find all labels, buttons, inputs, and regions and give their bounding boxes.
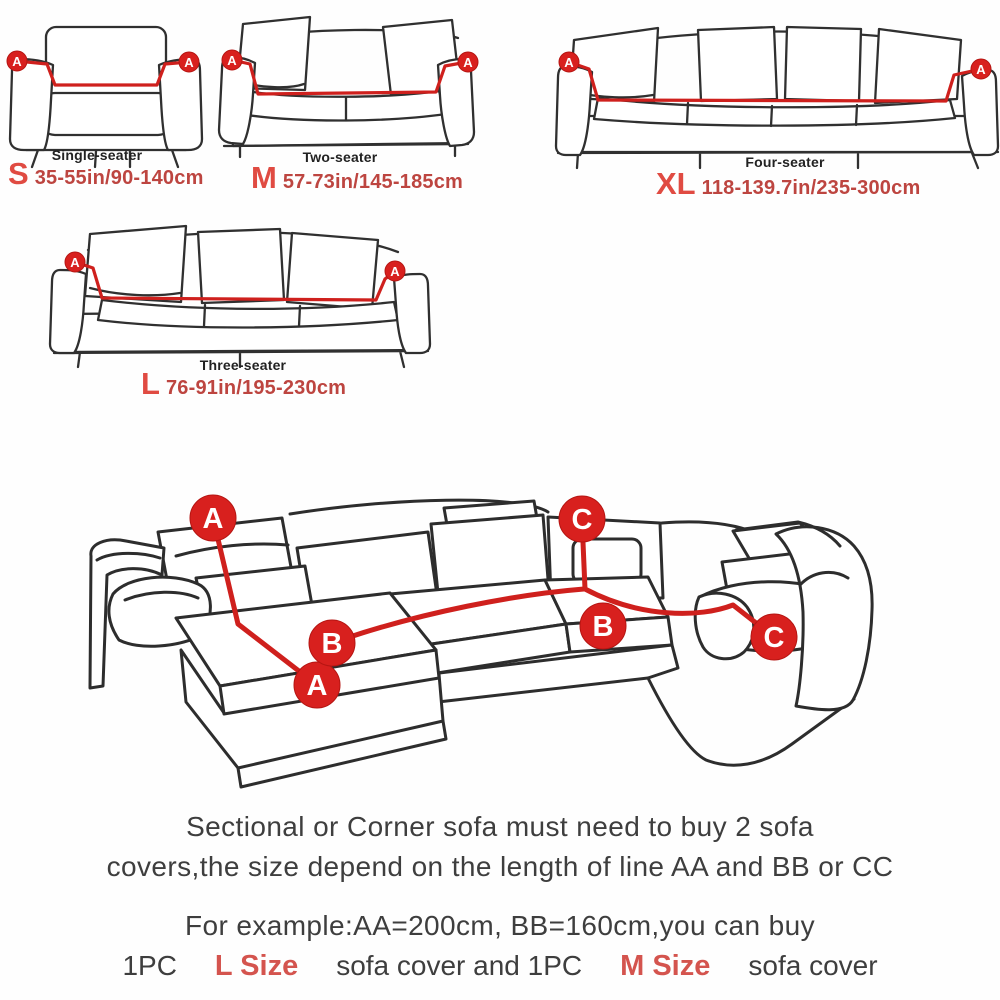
four-seater-drawing: [556, 27, 998, 168]
single-right-arm: [159, 59, 202, 150]
single-seat-cushion: [40, 93, 173, 135]
note-l-size: L Size: [214, 950, 299, 982]
three-seater-size: [141, 368, 346, 400]
size-letter-l: L: [141, 366, 160, 401]
marker-a-letter: A: [976, 62, 986, 77]
marker-b-letter: B: [321, 628, 343, 660]
size-letter-s: S: [8, 156, 29, 191]
three-pillow-2: [198, 229, 284, 303]
marker-a-letter: A: [202, 503, 224, 535]
note-line-1: Sectional or Corner sofa must need to buy 2 sofa: [186, 811, 814, 842]
two-seater-drawing: [219, 17, 478, 157]
marker-a-letter: A: [184, 55, 194, 70]
marker-c-letter: C: [571, 504, 593, 536]
size-letter-xl: XL: [656, 166, 696, 201]
sectional-sofa-drawing: [90, 495, 872, 787]
note-m-size: M Size: [620, 950, 711, 982]
marker-a-letter: A: [12, 54, 22, 69]
note-line-2: covers,the size depend on the length of line AA and BB or CC: [106, 851, 894, 882]
note-line-4: [0, 950, 1000, 983]
three-seater-label: Three-seater: [199, 357, 287, 373]
single-seater-size: [8, 158, 204, 190]
marker-c-letter: C: [763, 622, 785, 654]
four-seater-label: Four-seater: [745, 154, 825, 170]
size-range-three: 76-91in/195-230cm: [165, 377, 347, 399]
single-seater-drawing: [7, 27, 202, 167]
size-range-single: 35-55in/90-140cm: [34, 167, 204, 189]
two-seater-size: [251, 162, 463, 194]
note-sofa-cover-and: sofa cover and 1PC: [336, 950, 583, 981]
four-seater-size: [656, 168, 920, 200]
marker-b-letter: B: [592, 611, 614, 643]
four-pillow-2: [698, 27, 777, 101]
marker-a-letter: A: [227, 53, 237, 68]
marker-a-letter: A: [564, 55, 574, 70]
marker-a-letter: A: [390, 264, 400, 279]
sec-right-arm-roll: [695, 593, 754, 659]
size-range-two: 57-73in/145-185cm: [282, 171, 464, 193]
marker-a-letter: A: [463, 55, 473, 70]
marker-a-letter: A: [70, 255, 80, 270]
single-left-arm: [10, 59, 53, 150]
three-pillow-3: [287, 233, 378, 309]
note-sofa-cover: sofa cover: [748, 950, 878, 981]
marker-a-letter: A: [306, 670, 328, 702]
size-letter-m: M: [251, 160, 277, 195]
size-range-four: 118-139.7in/235-300cm: [701, 177, 921, 199]
four-pillow-3: [785, 27, 861, 101]
single-seater-label: Single-seater: [51, 147, 143, 163]
three-seater-drawing: [50, 226, 430, 367]
note-line-3: For example:AA=200cm, BB=160cm,you can buy: [184, 910, 815, 941]
two-seater-label: Two-seater: [302, 149, 378, 165]
note-1pc: 1PC: [122, 950, 177, 981]
